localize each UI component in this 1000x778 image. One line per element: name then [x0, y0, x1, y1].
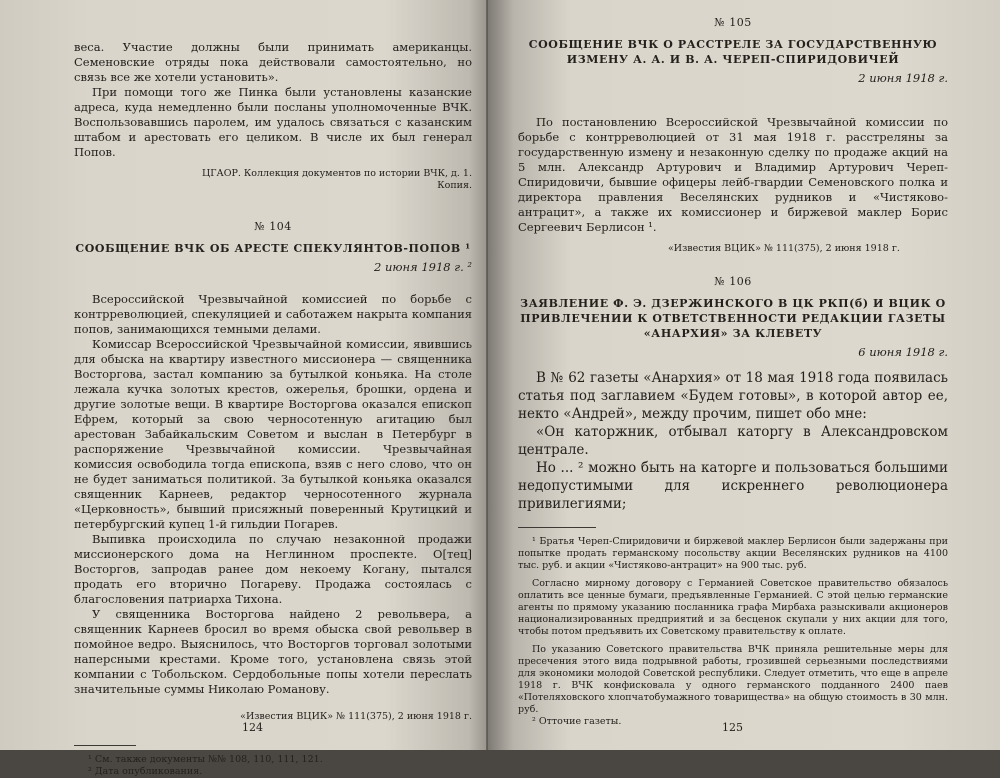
doc106-title: ЗАЯВЛЕНИЕ Ф. Э. ДЗЕРЖИНСКОГО В ЦК РКП(б) И ВЦИК О ПРИВЛЕЧЕНИИ К ОТВЕТСТВЕННОСТИ РЕДАКЦИИ ГАЗЕТЫ «АНАРХИЯ» ЗА КЛЕВЕТУ	[520, 297, 946, 340]
footnote-1-continued: Согласно мирному договору с Германией Советское правительство обязалось оплатить все ценные бумаги, предъявленные Германией. С этой целью германские агенты по прямому указанию посланника графа Мирбаха разыскивали акционеров национализированных предприятий и за бесценок скупали у них акции для того, чтобы потом предъявить их Советскому правительству к оплате.	[518, 578, 948, 637]
page-number: 124	[242, 721, 263, 734]
left-page	[0, 0, 494, 777]
doc106-number: № 106	[714, 275, 752, 288]
doc104-date: 2 июня 1918 г. ²	[373, 260, 472, 274]
footnote-1: ¹ Братья Череп-Спиридовичи и биржевой маклер Берлисон были задержаны при попытке продать германскому посольству акции Веселянских рудников на 4100 тыс. руб. и акции «Чистяково-антрацит» на 900 тыс. руб.	[518, 536, 948, 571]
footnote-divider	[74, 745, 136, 746]
doc105-number: № 105	[714, 16, 752, 29]
doc104-title: СООБЩЕНИЕ ВЧК ОБ АРЕСТЕ СПЕКУЛЯНТОВ-ПОПОВ ¹	[75, 242, 471, 255]
source-citation-archive: ЦГАОР. Коллекция документов по истории ВЧК, д. 1. Копия.	[201, 168, 472, 191]
doc105-date: 2 июня 1918 г.	[858, 71, 948, 85]
doc106-date: 6 июня 1918 г.	[858, 345, 948, 359]
page-number: 125	[722, 721, 743, 734]
footnote-2: ² Отточие газеты.	[532, 716, 622, 727]
footnote-2: ² Дата опубликования.	[88, 766, 203, 777]
doc104-source-citation: «Известия ВЦИК» № 111(375), 2 июня 1918 г.	[240, 711, 472, 722]
doc104-paragraph-1: Всероссийской Чрезвычайной комиссией по борьбе с контрреволюцией, спекуляцией и саботажем накрыта компания попов, занимающихся темными делами.	[74, 292, 472, 336]
footnote-1: ¹ См. также документы №№ 108, 110, 111, 121.	[88, 754, 323, 765]
doc104-paragraph-4: У священника Восторгова найдено 2 револьвера, а священник Карнеев бросил во время обыска свой револьвер в помойное ведро. Выяснилось, что Восторгов торговал золотыми наперсными крестами. Кроме того, установлена связь этой компании с Тобольском. Сердобольные попы хотели переслать значительные суммы Николаю Романову.	[74, 607, 472, 696]
doc104-paragraph-2: Комиссар Всероссийской Чрезвычайной комиссии, явившись для обыска на квартиру известного миссионера — священника Восторгова, застал компанию за бутылкой коньяка. На столе лежала кучка золотых крестов, ожерелья, брошки, ордена и другие золотые вещи. В квартире Восторгова оказался епископ Ефрем, который за свою черносотенную агитацию был арестован Забайкальским Советом и выслан в Петербург в распоряжение Чрезвычайной комиссии. Чрезвычайная комиссия освободила тогда епископа, взяв с него слово, что он не будет заниматься политикой. За бутылкой коньяка оказался священник Карнеев, редактор черносотенного журнала «Церковность», бывший присяжный поверенный Крутицкий и петербургский купец 1-й гильдии Погарев.	[74, 337, 472, 531]
doc105-title: СООБЩЕНИЕ ВЧК О РАССТРЕЛЕ ЗА ГОСУДАРСТВЕННУЮ ИЗМЕНУ А. А. И В. А. ЧЕРЕП-СПИРИДОВИЧЕЙ	[528, 38, 938, 66]
doc106-paragraph-3: Но ... ² можно быть на каторге и пользоваться большими недопустимыми для искреннего революционера привилегиями;	[518, 460, 948, 512]
doc104-paragraph-3: Выпивка происходила по случаю незаконной продажи миссионерского дома на Неглинном проспекте. О[тец] Восторгов, запродав ранее дом некоему Когану, пытался продать его вторично Погареву. Продажа состоялась с благословения патриарха Тихона.	[74, 532, 472, 606]
continuation-paragraph-2: При помощи того же Пинка были установлены казанские адреса, куда немедленно были посланы уполномоченные ВЧК. Воспользовавшись паролем, им удалось связаться с казанским штабом и арестовать его целиком. В числе их был генерал Попов.	[74, 85, 472, 159]
doc106-paragraph-1: В № 62 газеты «Анархия» от 18 мая 1918 года появилась статья под заглавием «Будем готовы», в которой автор ее, некто «Андрей», между прочим, пишет обо мне:	[518, 370, 948, 422]
footnote-divider	[518, 527, 596, 528]
right-page	[488, 0, 1000, 750]
doc104-number: № 104	[254, 220, 292, 233]
doc105-paragraph-1: По постановлению Всероссийской Чрезвычайной комиссии по борьбе с контрреволюцией от 31 мая 1918 г. расстреляны за государственную измену и незаконную сделку по продаже акций на 5 млн. Александр Артурович и Владимир Артурович Череп-Спиридовичи, бывшие офицеры лейб-гвардии Семеновского полка и директора правления Веселянских рудников и «Чистяково-антрацит», а также их комиссионер и биржевой маклер Борис Сергеевич Берлисон ¹.	[518, 115, 948, 234]
continuation-paragraph-1: веса. Участие должны были принимать американцы. Семеновские отряды пока действовали самостоятельно, но связь все же хотели установить».	[74, 40, 472, 84]
footnote-1-continued-2: По указанию Советского правительства ВЧК приняла решительные меры для пресечения этого вида подрывной работы, грозившей серьезными последствиями для экономики молодой Советской республики. Следует отметить, что еще в апреле 1918 г. ВЧК конфисковала у одного германского подданного 2400 паев «Потеляховского хлопчатобумажного товарищества» на общую стоимость в 30 млн. руб.	[518, 644, 948, 715]
doc106-paragraph-2: «Он каторжник, отбывал каторгу в Александровском централе.	[518, 424, 948, 458]
doc105-source-citation: «Известия ВЦИК» № 111(375), 2 июня 1918 г.	[668, 243, 900, 254]
